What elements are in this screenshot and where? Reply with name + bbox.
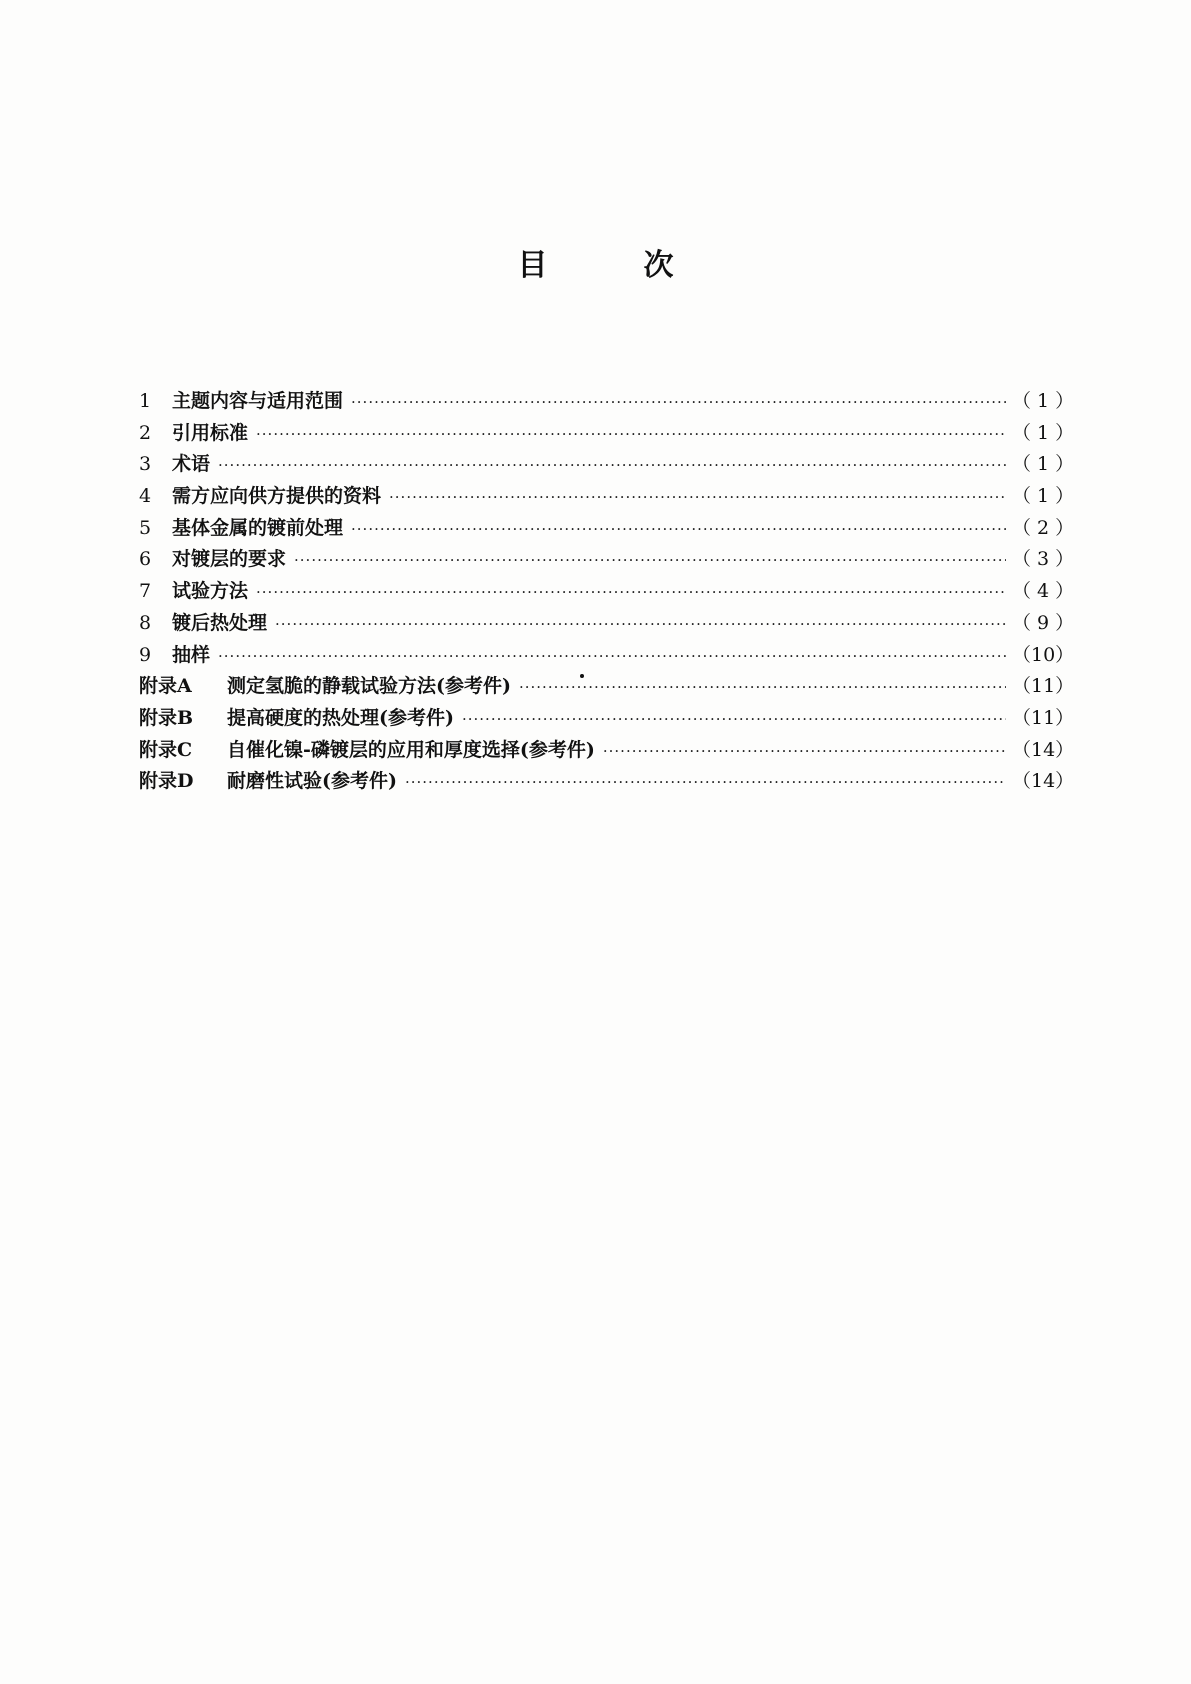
toc-entry-page: （ 4 ）: [1012, 580, 1075, 603]
toc-entry[interactable]: [139, 418, 1075, 450]
toc-appendix-entry[interactable]: [139, 703, 1075, 735]
dot-leader: [275, 609, 1006, 641]
toc-entry-title: 提高硬度的热处理(参考件): [227, 706, 454, 729]
toc-entry-title: 需方应向供方提供的资料: [172, 485, 382, 508]
dot-leader: [462, 704, 1006, 736]
toc-entry-page: （11）: [1012, 675, 1075, 698]
toc-entry-title: 对镀层的要求: [172, 548, 287, 571]
toc-entry-title: 耐磨性试验(参考件): [227, 770, 397, 793]
dot-leader: [405, 767, 1006, 799]
toc-entry[interactable]: [139, 640, 1075, 672]
toc-appendix-number: 附录B: [139, 706, 194, 729]
toc-entry-title: 试验方法: [172, 580, 249, 603]
dot-leader: [218, 450, 1006, 482]
dot-leader: [351, 514, 1006, 546]
toc-entry-number: 7: [139, 580, 152, 603]
toc-entry-number: 8: [139, 611, 152, 634]
toc-entry-page: （ 1 ）: [1012, 421, 1075, 444]
dot-leader: [603, 736, 1006, 768]
dot-leader: [256, 419, 1006, 451]
toc-entry-page: （ 9 ）: [1012, 611, 1075, 634]
toc-entry-page: （11）: [1012, 706, 1075, 729]
toc-entry-title: 引用标准: [172, 421, 249, 444]
toc-entry[interactable]: [139, 386, 1075, 418]
toc-entry-title: 镀后热处理: [172, 611, 268, 634]
toc-entry[interactable]: [139, 608, 1075, 640]
title-char-2: 次: [643, 248, 674, 283]
dot-leader: [256, 577, 1006, 609]
toc-entry-number: 1: [139, 390, 152, 412]
toc-entry-page: （ 2 ）: [1012, 516, 1075, 539]
toc-appendix-number: 附录A: [139, 675, 192, 698]
toc-entry-title: 术语: [172, 453, 211, 476]
toc-entry-number: 2: [139, 421, 152, 444]
toc-appendix-entry[interactable]: [139, 766, 1075, 798]
dot-leader: [218, 641, 1006, 673]
toc-entry[interactable]: [139, 544, 1075, 576]
dot-leader: [519, 672, 1006, 704]
dot-leader: [294, 545, 1006, 577]
toc-entry-title: 测定氢脆的静载试验方法(参考件): [227, 675, 511, 698]
toc-appendix-number: 附录D: [139, 770, 194, 793]
toc-entry-number: 3: [139, 453, 152, 476]
toc-entry[interactable]: [139, 481, 1075, 513]
toc-entry[interactable]: [139, 449, 1075, 481]
toc-entry-title: 抽样: [172, 643, 211, 666]
toc-entry-page: （14）: [1012, 770, 1075, 793]
toc-entry-number: 9: [139, 643, 152, 666]
toc-entry-title: 自催化镍-磷镀层的应用和厚度选择(参考件): [227, 738, 595, 761]
scan-speck: [580, 674, 584, 678]
toc-entry[interactable]: [139, 576, 1075, 608]
dot-leader: [351, 387, 1006, 419]
toc-appendix-entry[interactable]: [139, 735, 1075, 767]
toc-entry-page: （ 1 ）: [1012, 453, 1075, 476]
toc-entry-title: 基体金属的镀前处理: [172, 516, 344, 539]
title-char-1: 目: [517, 248, 548, 283]
toc-entry-page: （14）: [1012, 738, 1075, 761]
toc-entry-page: （10）: [1012, 643, 1075, 666]
toc-entry-title: 主题内容与适用范围: [172, 390, 344, 412]
toc-entry-number: 5: [139, 516, 152, 539]
dot-leader: [389, 482, 1006, 514]
toc-entry[interactable]: [139, 513, 1075, 545]
toc-entry-number: 6: [139, 548, 152, 571]
toc-appendix-number: 附录C: [139, 738, 193, 761]
toc-entry-page: （ 1 ）: [1012, 390, 1075, 412]
page-title: [0, 240, 1191, 284]
toc-entry-page: （ 1 ）: [1012, 485, 1075, 508]
toc-appendix-entry[interactable]: [139, 671, 1075, 703]
toc-entry-number: 4: [139, 485, 152, 508]
table-of-contents: [139, 386, 1075, 798]
toc-entry-page: （ 3 ）: [1012, 548, 1075, 571]
